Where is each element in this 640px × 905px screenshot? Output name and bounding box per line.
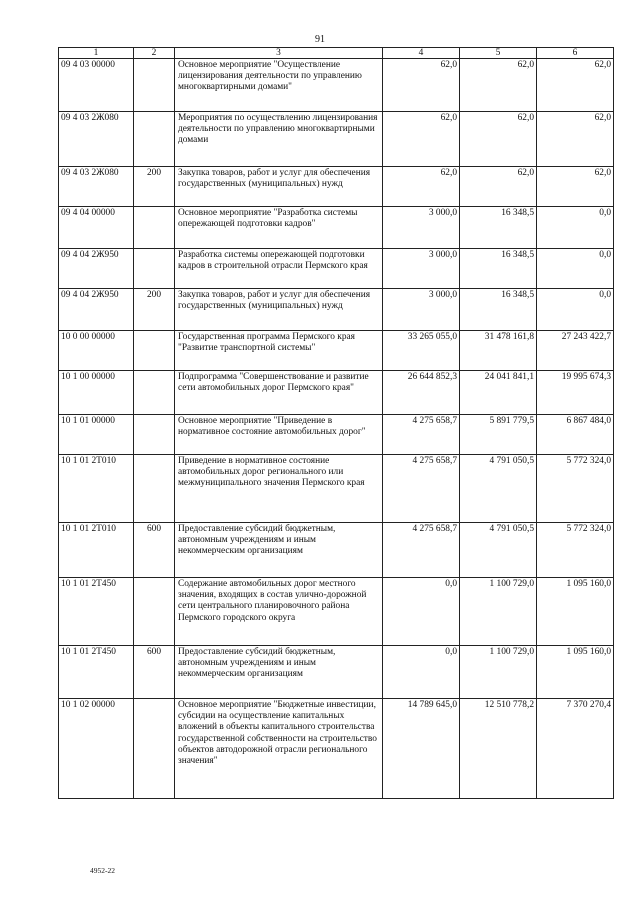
row-value-2: 1 100 729,0 xyxy=(460,578,537,646)
row-name: Мероприятия по осуществлению лицензирования деятельности по управлению многоквартирными домами xyxy=(175,112,383,167)
row-name: Разработка системы опережающей подготовки кадров в строительной отрасли Пермского края xyxy=(175,249,383,289)
row-type xyxy=(134,415,175,455)
table-row xyxy=(59,699,614,799)
col-header-type: 2 xyxy=(134,48,175,59)
row-name: Основное мероприятие "Приведение в нормативное состояние автомобильных дорог" xyxy=(175,415,383,455)
row-type xyxy=(134,455,175,523)
table-row xyxy=(59,331,614,371)
row-type xyxy=(134,699,175,799)
row-value-3: 62,0 xyxy=(537,59,614,112)
row-code: 10 1 00 00000 xyxy=(59,371,134,415)
table-row xyxy=(59,578,614,646)
row-code: 09 4 03 2Ж080 xyxy=(59,112,134,167)
row-value-2: 62,0 xyxy=(460,167,537,207)
col-header-value-2: 5 xyxy=(460,48,537,59)
row-name: Подпрограмма "Совершенствование и развитие сети автомобильных дорог Пермского края" xyxy=(175,371,383,415)
row-value-3: 19 995 674,3 xyxy=(537,371,614,415)
document-code: 4952-22 xyxy=(90,866,115,875)
row-value-1: 4 275 658,7 xyxy=(383,523,460,578)
row-value-3: 62,0 xyxy=(537,167,614,207)
row-value-3: 1 095 160,0 xyxy=(537,646,614,699)
row-value-2: 24 041 841,1 xyxy=(460,371,537,415)
row-value-3: 0,0 xyxy=(537,289,614,331)
row-value-3: 7 370 270,4 xyxy=(537,699,614,799)
row-value-2: 62,0 xyxy=(460,59,537,112)
row-value-2: 62,0 xyxy=(460,112,537,167)
table-row xyxy=(59,289,614,331)
table-row xyxy=(59,523,614,578)
table-row xyxy=(59,371,614,415)
row-type xyxy=(134,371,175,415)
row-name: Предоставление субсидий бюджетным, автономным учреждениям и иным некоммерческим организациям xyxy=(175,646,383,699)
row-code: 09 4 04 2Ж950 xyxy=(59,289,134,331)
row-code: 10 1 01 2Т010 xyxy=(59,523,134,578)
row-type xyxy=(134,331,175,371)
row-value-2: 4 791 050,5 xyxy=(460,523,537,578)
row-type xyxy=(134,578,175,646)
row-code: 10 1 01 2Т450 xyxy=(59,646,134,699)
page-number: 91 xyxy=(315,34,325,45)
row-value-3: 5 772 324,0 xyxy=(537,455,614,523)
row-type: 600 xyxy=(134,523,175,578)
table-row xyxy=(59,646,614,699)
row-value-3: 62,0 xyxy=(537,112,614,167)
row-code: 10 1 01 00000 xyxy=(59,415,134,455)
row-name: Предоставление субсидий бюджетным, автономным учреждениям и иным некоммерческим организациям xyxy=(175,523,383,578)
row-value-1: 62,0 xyxy=(383,112,460,167)
row-value-3: 27 243 422,7 xyxy=(537,331,614,371)
row-name: Государственная программа Пермского края "Развитие транспортной системы" xyxy=(175,331,383,371)
row-name: Основное мероприятие "Осуществление лицензирования деятельности по управлению многоквартирными домами" xyxy=(175,59,383,112)
row-value-1: 3 000,0 xyxy=(383,289,460,331)
budget-table xyxy=(58,47,614,799)
row-type xyxy=(134,207,175,249)
table-row xyxy=(59,167,614,207)
row-code: 09 4 03 00000 xyxy=(59,59,134,112)
row-value-3: 0,0 xyxy=(537,207,614,249)
row-value-2: 31 478 161,8 xyxy=(460,331,537,371)
row-type: 600 xyxy=(134,646,175,699)
table-row xyxy=(59,59,614,112)
row-name: Приведение в нормативное состояние автомобильных дорог регионального или межмуниципального значения Пермского края xyxy=(175,455,383,523)
row-value-1: 62,0 xyxy=(383,59,460,112)
row-name: Содержание автомобильных дорог местного значения, входящих в состав улично-дорожной сети центрального планировочного района Пермского городского округа xyxy=(175,578,383,646)
table-row xyxy=(59,249,614,289)
row-value-1: 33 265 055,0 xyxy=(383,331,460,371)
row-value-2: 1 100 729,0 xyxy=(460,646,537,699)
col-header-code: 1 xyxy=(59,48,134,59)
table-body xyxy=(59,59,614,799)
table-row xyxy=(59,455,614,523)
row-value-1: 62,0 xyxy=(383,167,460,207)
row-value-1: 0,0 xyxy=(383,578,460,646)
row-type xyxy=(134,112,175,167)
row-type: 200 xyxy=(134,289,175,331)
col-header-name: 3 xyxy=(175,48,383,59)
row-code: 10 0 00 00000 xyxy=(59,331,134,371)
row-code: 09 4 03 2Ж080 xyxy=(59,167,134,207)
row-type xyxy=(134,249,175,289)
col-header-value-3: 6 xyxy=(537,48,614,59)
row-value-1: 0,0 xyxy=(383,646,460,699)
row-value-2: 16 348,5 xyxy=(460,249,537,289)
row-value-1: 3 000,0 xyxy=(383,207,460,249)
row-value-3: 1 095 160,0 xyxy=(537,578,614,646)
row-value-2: 5 891 779,5 xyxy=(460,415,537,455)
row-value-3: 0,0 xyxy=(537,249,614,289)
row-value-2: 12 510 778,2 xyxy=(460,699,537,799)
row-value-3: 5 772 324,0 xyxy=(537,523,614,578)
row-name: Основное мероприятие "Разработка системы опережающей подготовки кадров" xyxy=(175,207,383,249)
table-row xyxy=(59,207,614,249)
row-value-3: 6 867 484,0 xyxy=(537,415,614,455)
row-name: Закупка товаров, работ и услуг для обеспечения государственных (муниципальных) нужд xyxy=(175,167,383,207)
row-value-1: 3 000,0 xyxy=(383,249,460,289)
row-type: 200 xyxy=(134,167,175,207)
row-code: 10 1 02 00000 xyxy=(59,699,134,799)
row-code: 10 1 01 2Т010 xyxy=(59,455,134,523)
row-type xyxy=(134,59,175,112)
row-code: 10 1 01 2Т450 xyxy=(59,578,134,646)
row-value-1: 26 644 852,3 xyxy=(383,371,460,415)
row-value-1: 4 275 658,7 xyxy=(383,455,460,523)
header-row xyxy=(59,48,614,59)
row-value-2: 4 791 050,5 xyxy=(460,455,537,523)
row-value-2: 16 348,5 xyxy=(460,289,537,331)
table-row xyxy=(59,112,614,167)
row-value-1: 14 789 645,0 xyxy=(383,699,460,799)
row-value-1: 4 275 658,7 xyxy=(383,415,460,455)
row-code: 09 4 04 00000 xyxy=(59,207,134,249)
row-value-2: 16 348,5 xyxy=(460,207,537,249)
row-name: Основное мероприятие "Бюджетные инвестиции, субсидии на осуществление капитальных вложений в объекты капитального строительства государственной собственности на строительство объектов автодорожной отрасли регионального значения" xyxy=(175,699,383,799)
row-code: 09 4 04 2Ж950 xyxy=(59,249,134,289)
col-header-value-1: 4 xyxy=(383,48,460,59)
row-name: Закупка товаров, работ и услуг для обеспечения государственных (муниципальных) нужд xyxy=(175,289,383,331)
table-row xyxy=(59,415,614,455)
